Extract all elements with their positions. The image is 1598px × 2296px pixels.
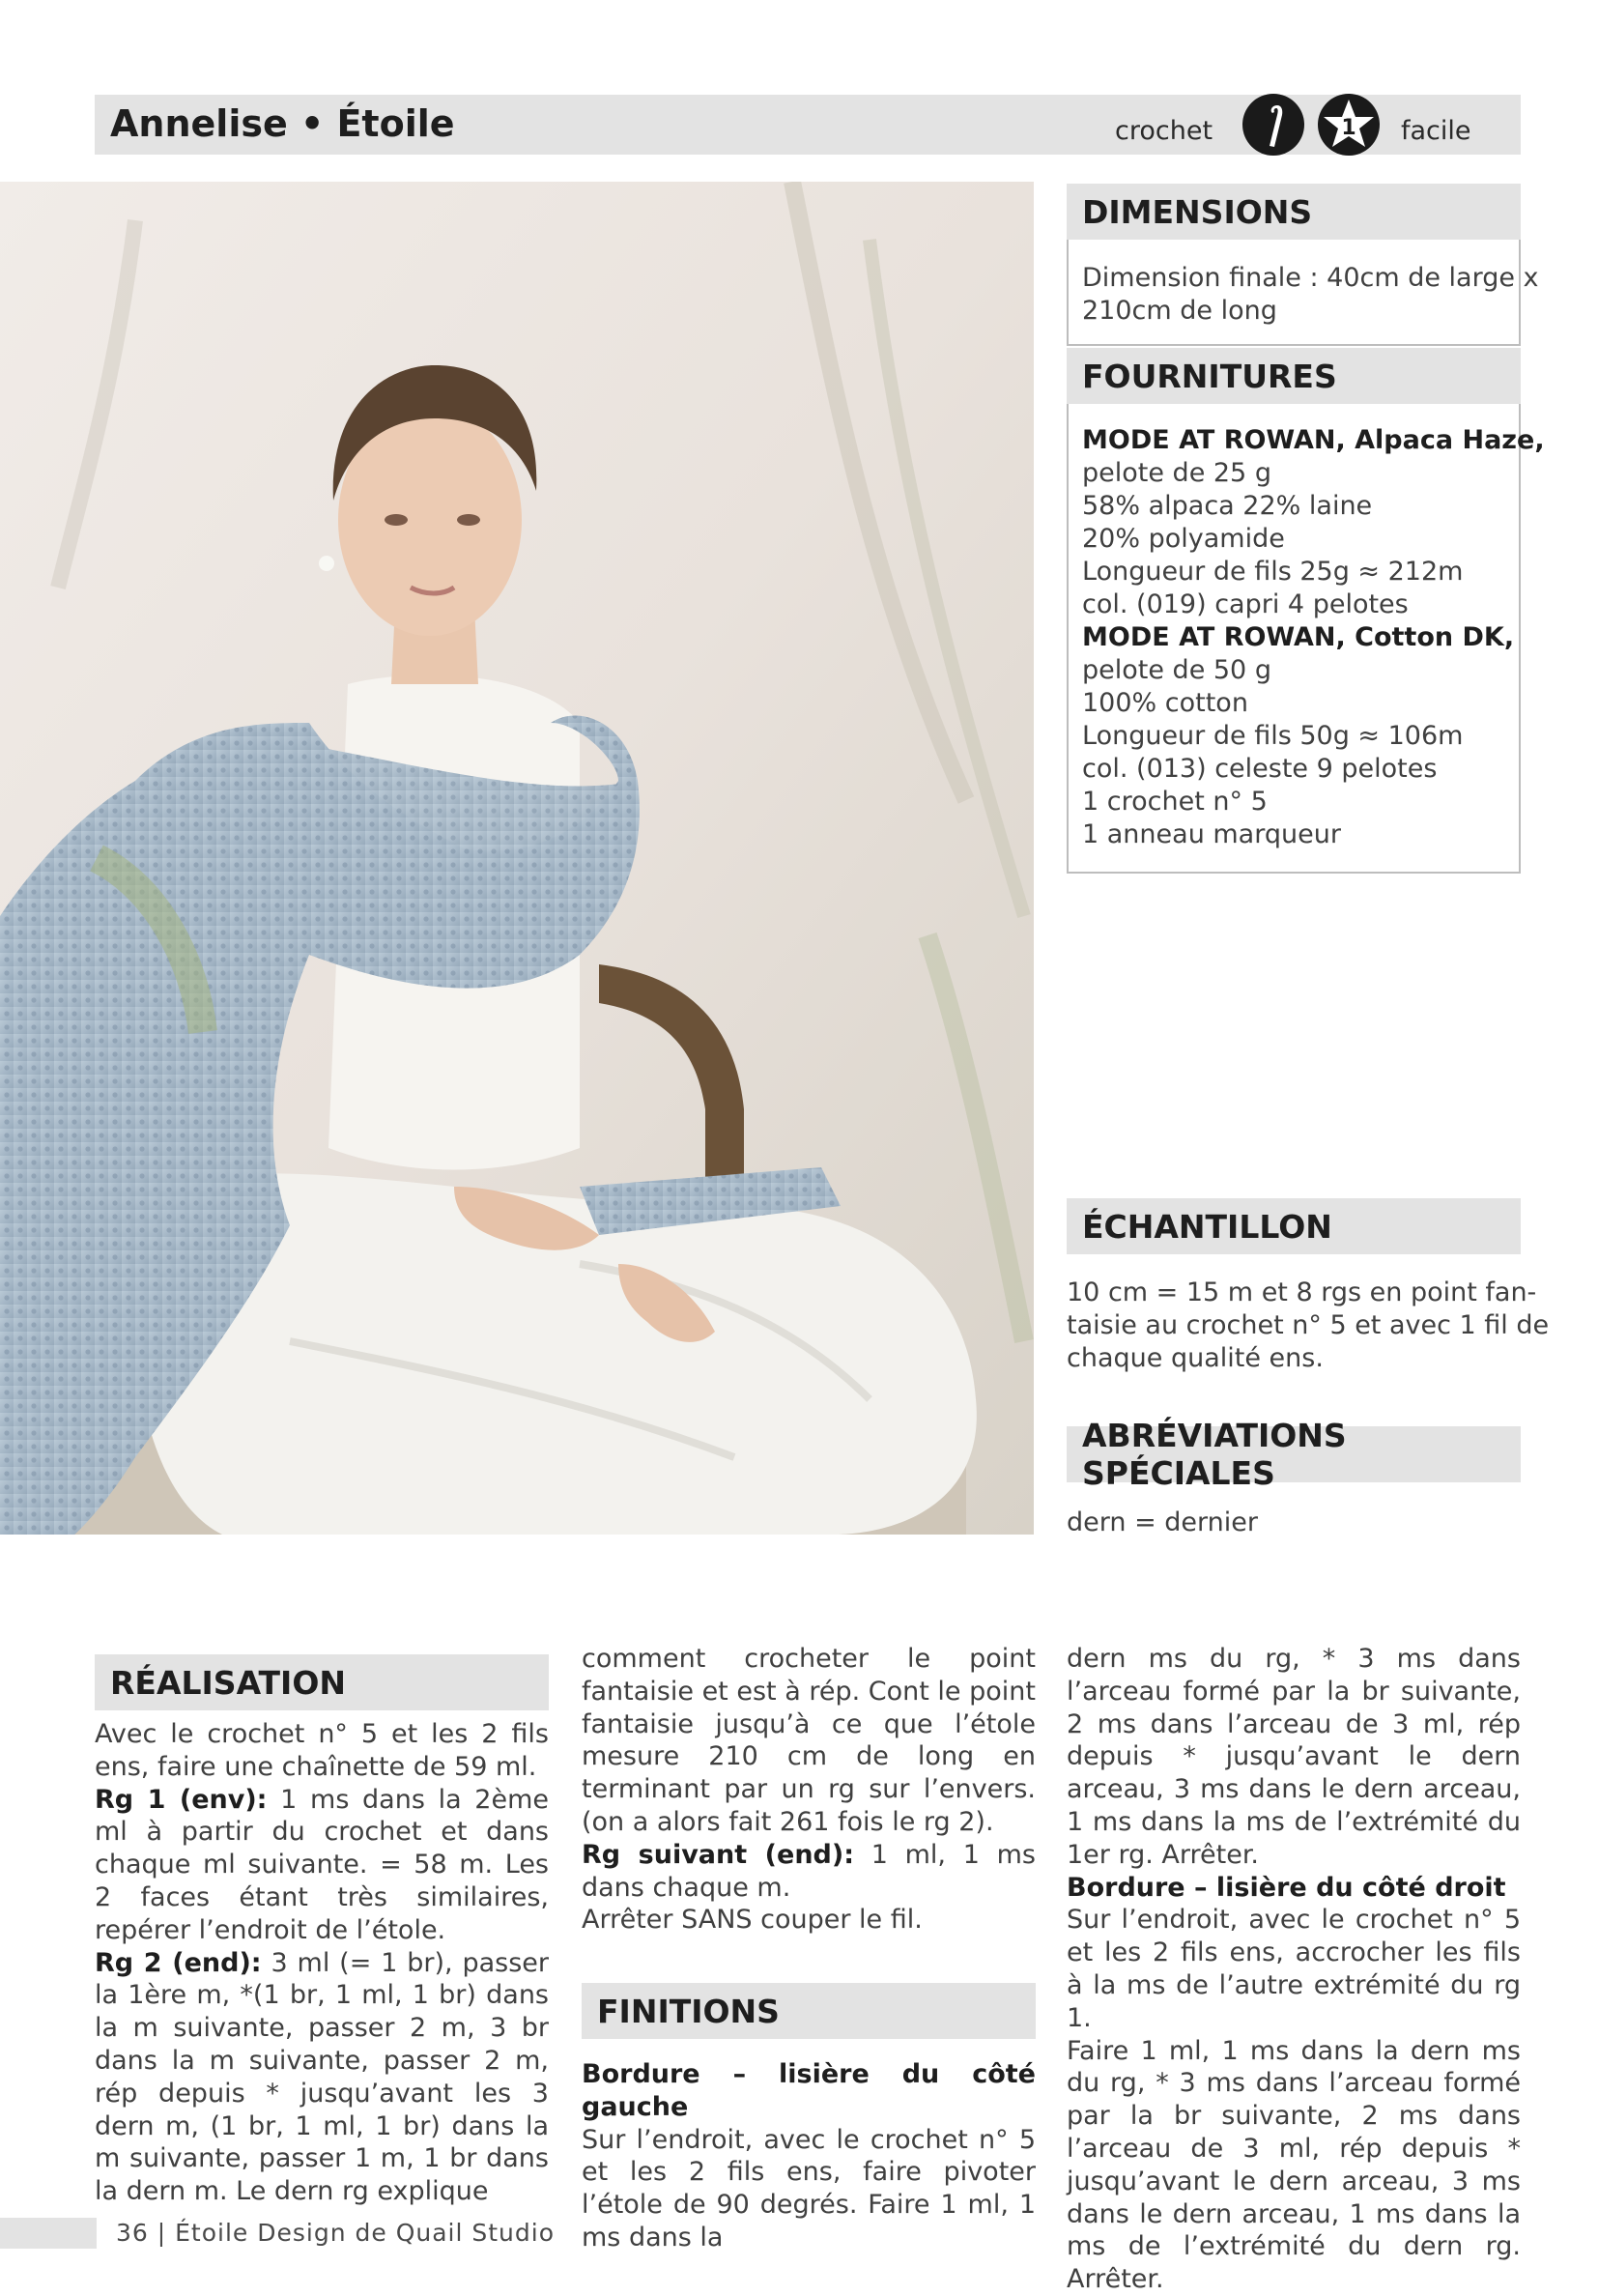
- dimensions-line: Dimension finale : 40cm de large x: [1082, 263, 1539, 293]
- fourniture-line: col. (013) celeste 9 pelotes: [1082, 754, 1438, 784]
- fourniture-line: pelote de 50 g: [1082, 655, 1271, 685]
- finitions-subheading-left: Bordure – lisière du côté gauche: [582, 2059, 1036, 2122]
- page-title: Annelise • Étoile: [110, 102, 455, 145]
- rg-suivant-text: 1 ml, 1 ms dans chaque m.: [582, 1839, 1036, 1903]
- fourniture-line: MODE AT ROWAN, Alpaca Haze,: [1082, 425, 1545, 455]
- crochet-hook-icon: [1242, 94, 1304, 156]
- difficulty-star-icon: [1318, 94, 1380, 156]
- middle-column: [582, 1643, 1036, 1937]
- fournitures-heading: FOURNITURES: [1067, 348, 1521, 404]
- fourniture-line: 1 anneau marqueur: [1082, 819, 1341, 849]
- realisation-rg2: [95, 1947, 549, 2208]
- echantillon-line: chaque qualité ens.: [1067, 1343, 1324, 1373]
- fourniture-line: 100% cotton: [1082, 688, 1248, 718]
- fourniture-line: 20% polyamide: [1082, 524, 1285, 554]
- fourniture-line: MODE AT ROWAN, Cotton DK,: [1082, 622, 1515, 652]
- fourniture-line: 58% alpaca 22% laine: [1082, 491, 1373, 521]
- fourniture-line: 1 crochet n° 5: [1082, 787, 1268, 817]
- fourniture-line: Longueur de fils 50g ≈ 106m: [1082, 721, 1464, 751]
- middle-paragraph: comment crocheter le point fantaisie et est à rép. Cont le point fantaisie jusqu’à ce que l’étole mesure 210 cm de long en terminant par un rg sur l’envers. (on a alors fait 261 fois le rg 2).: [582, 1644, 1036, 1837]
- rg1-text: 1 ms dans la 2ème ml à partir du crochet et dans chaque ml suivante. = 58 m. Les 2 faces étant très similaires, repérer l’endroit de l’étole.: [95, 1784, 549, 1945]
- difficulty-number: 1: [1341, 116, 1356, 140]
- middle-end: Arrêter SANS couper le fil.: [582, 1905, 923, 1936]
- footer-bar: [0, 2218, 97, 2249]
- finitions-paragraph: Sur l’endroit, avec le crochet n° 5 et les 2 fils ens, faire pivoter l’étole de 90 degrés. Faire 1 ml, 1 ms dans la: [582, 2124, 1036, 2253]
- right-paragraph-3: Faire 1 ml, 1 ms dans la dern ms du rg, * 3 ms dans l’arceau formé par la br suivante, 2 ms dans l’arceau de 3 ml, rép depuis * jusqu’avant le dern arceau, 3 ms dans le dern arceau, 1 ms dans la ms de l’extrémité du dern rg. Arrêter.: [1067, 2035, 1521, 2295]
- rg2-text: 3 ml (= 1 br), passer la 1ère m, *(1 br, 1 ml, 1 br) dans la m suivante, passer 2 m, 3 br dans la m suivante, passer 2 m, rép depuis * jusqu’avant les 3 dern m, (1 br, 1 ml, 1 br) dans la m suivante, passer 1 m, 1 br dans la dern m. Le dern rg explique: [95, 1947, 549, 2207]
- rg-suivant-label: Rg suivant (end):: [582, 1839, 855, 1870]
- finitions-column: [582, 2058, 1036, 2254]
- footer-text: 36 | Étoile Design de Quail Studio: [116, 2219, 556, 2247]
- rg-suivant: [582, 1839, 1036, 1905]
- fourniture-line: pelote de 25 g: [1082, 458, 1271, 488]
- echantillon-heading: ÉCHANTILLON: [1067, 1198, 1521, 1254]
- craft-label: crochet: [1115, 116, 1213, 146]
- finitions-heading: FINITIONS: [582, 1983, 1036, 2039]
- difficulty-label: facile: [1401, 116, 1471, 146]
- echantillon-line: 10 cm = 15 m et 8 rgs en point fan-: [1067, 1277, 1537, 1307]
- fourniture-line: col. (019) capri 4 pelotes: [1082, 589, 1409, 619]
- right-paragraph-2: Sur l’endroit, avec le crochet n° 5 et les 2 fils ens, accrocher les fils à la ms de l’autre extrémité du rg 1.: [1067, 1905, 1521, 2033]
- abreviations-text: dern = dernier: [1067, 1507, 1258, 1537]
- model-photo-illustration: [0, 182, 1034, 1535]
- echantillon-line: taisie au crochet n° 5 et avec 1 fil de: [1067, 1310, 1550, 1340]
- fournitures-box: [1067, 404, 1545, 874]
- right-paragraph-1: dern ms du rg, * 3 ms dans l’arceau formé par la br suivante, 2 ms dans l’arceau de 3 ml, rép depuis * jusqu’avant le dern arceau, 3 ms dans le dern arceau, 1 ms dans la ms de l’extrémité du 1er rg. Arrêter.: [1067, 1644, 1521, 1870]
- realisation-column: [95, 1718, 549, 2208]
- finitions-subheading-right: Bordure – lisière du côté droit: [1067, 1872, 1506, 1903]
- realisation-heading: RÉALISATION: [95, 1654, 549, 1710]
- dimensions-box: [1067, 240, 1539, 346]
- dimensions-line: 210cm de long: [1082, 296, 1277, 326]
- header-bar: [95, 95, 1521, 155]
- fourniture-line: Longueur de fils 25g ≈ 212m: [1082, 557, 1464, 587]
- abreviations-heading: ABRÉVIATIONS SPÉCIALES: [1067, 1426, 1521, 1482]
- realisation-intro: Avec le crochet n° 5 et les 2 fils ens, faire une chaînette de 59 ml.: [95, 1719, 549, 1782]
- realisation-rg1: [95, 1784, 549, 1947]
- rg2-label: Rg 2 (end):: [95, 1947, 262, 1978]
- dimensions-heading: DIMENSIONS: [1067, 184, 1521, 240]
- right-column: [1067, 1643, 1521, 2296]
- rg1-label: Rg 1 (env):: [95, 1784, 268, 1815]
- model-photo: [0, 182, 1034, 1535]
